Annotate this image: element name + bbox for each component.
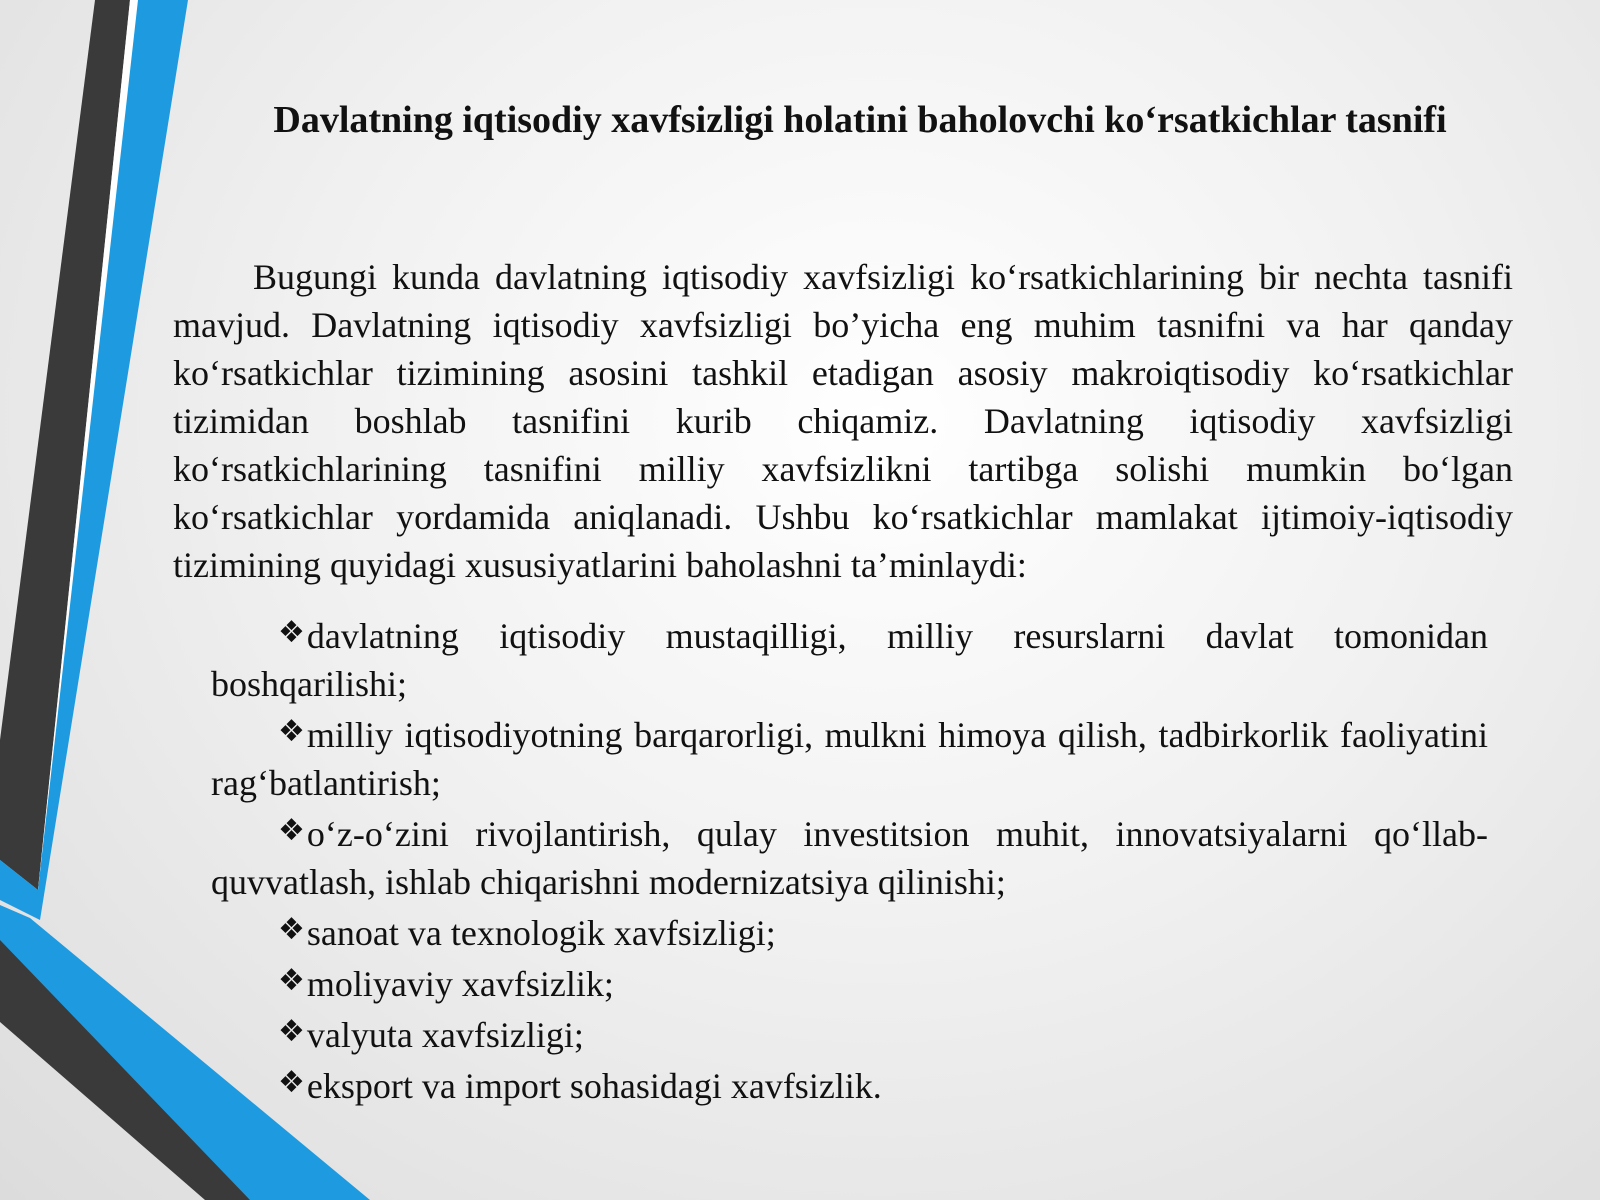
diamond-star-bullet-icon: ❖	[278, 963, 305, 998]
slide-title: Davlatning iqtisodiy xavfsizligi holatini baholovchi ko‘rsatkichlar tasnifi	[273, 99, 1447, 141]
bullet-text: milliy iqtisodiyotning barqarorligi, mulkni himoya qilish, tadbirkorlik faoliyatini rag‘batlantirish;	[211, 715, 1488, 803]
diamond-star-bullet-icon: ❖	[278, 615, 305, 650]
bullet-text: eksport va import sohasidagi xavfsizlik.	[306, 1066, 882, 1106]
bullet-text: moliyaviy xavfsizlik;	[306, 964, 614, 1004]
slide-body	[173, 253, 1513, 1110]
diamond-star-bullet-icon: ❖	[278, 714, 305, 749]
intro-paragraph: Bugungi kunda davlatning iqtisodiy xavfsizligi ko‘rsatkichlarining bir nechta tasnifi mavjud. Davlatning iqtisodiy xavfsizligi bo’yicha eng muhim tasnifni va har qanday ko‘rsatkichlar tizimining asosini tashkil etadigan asosiy makroiqtisodiy ko‘rsatkichlar tizimidan boshlab tasnifini kurib chiqamiz. Davlatning iqtisodiy xavfsizligi ko‘rsatkichlarining tasnifini milliy xavfsizlikni tartibga solishi mumkin bo‘lgan ko‘rsatkichlar yordamida aniqlanadi. Ushbu ko‘rsatkichlar mamlakat ijtimoiy-iqtisodiy tizimining quyidagi xususiyatlarini baholashni ta’minlaydi:	[173, 257, 1513, 585]
diamond-star-bullet-icon: ❖	[278, 1014, 305, 1049]
bullet-item	[211, 1008, 1488, 1059]
bullet-text: o‘z-o‘zini rivojlantirish, qulay investitsion muhit, innovatsiyalarni qo‘llab-quvvatlash, ishlab chiqarishni modernizatsiya qilinishi;	[211, 814, 1488, 902]
bullet-item	[211, 906, 1488, 957]
bullet-item	[211, 807, 1488, 906]
bullet-text: valyuta xavfsizligi;	[306, 1015, 584, 1055]
diamond-star-bullet-icon: ❖	[278, 912, 305, 947]
diamond-star-bullet-icon: ❖	[278, 813, 305, 848]
bullet-item	[211, 708, 1488, 807]
bullet-text: sanoat va texnologik xavfsizligi;	[306, 913, 776, 953]
bullet-list	[211, 609, 1488, 1110]
bullet-item	[211, 609, 1488, 708]
diamond-star-bullet-icon: ❖	[278, 1065, 305, 1100]
bullet-item	[211, 1059, 1488, 1110]
bullet-text: davlatning iqtisodiy mustaqilligi, milliy resurslarni davlat tomonidan boshqarilishi;	[211, 616, 1488, 704]
bullet-item	[211, 957, 1488, 1008]
